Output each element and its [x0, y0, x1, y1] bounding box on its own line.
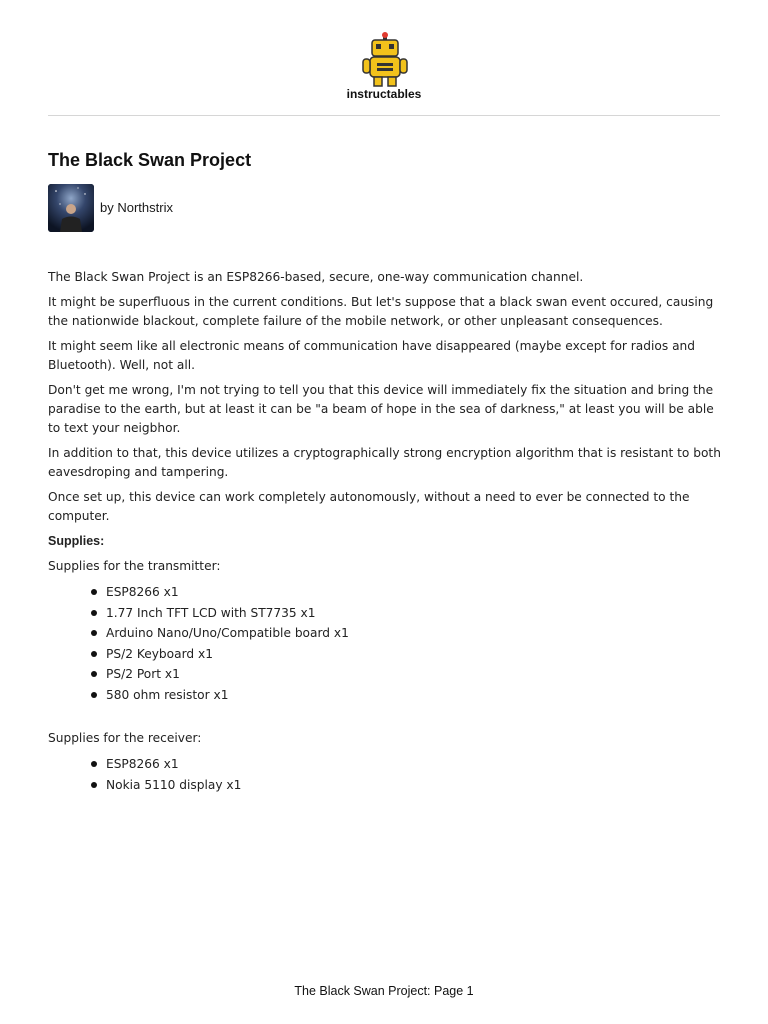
list-item: 580 ohm resistor x1 [106, 685, 728, 706]
list-item: Arduino Nano/Uno/Compatible board x1 [106, 623, 728, 644]
paragraph: It might seem like all electronic means of communication have disappeared (maybe except for radios and Bluetooth). Well, not all. [48, 339, 696, 372]
header-divider [48, 115, 720, 116]
transmitter-supplies-label: Supplies for the transmitter: [48, 559, 221, 573]
list-item: Nokia 5110 display x1 [106, 775, 728, 796]
author-avatar-image [48, 184, 94, 232]
paragraph: The Black Swan Project is an ESP8266-based, secure, one-way communication channel. [48, 270, 584, 284]
list-item: 1.77 Inch TFT LCD with ST7735 x1 [106, 603, 728, 624]
list-item: ESP8266 x1 [106, 582, 728, 603]
author-avatar[interactable] [48, 184, 94, 232]
paragraph: Once set up, this device can work completely autonomously, without a need to ever be connected to the computer. [48, 490, 690, 523]
page-header [0, 0, 768, 116]
instructables-robot-icon [362, 32, 408, 88]
paragraph: Don't get me wrong, I'm not trying to tell you that this device will immediately fix the situation and bring the paradise to the earth, but at least it can be "a beam of hope in the sea of darkness," at least you will be able to text your neigbhor. [48, 383, 714, 435]
supplies-heading: Supplies: [48, 534, 105, 548]
transmitter-supplies-list [48, 582, 728, 705]
article-body [48, 268, 728, 819]
brand-name[interactable]: instructables [346, 87, 422, 101]
receiver-supplies-label: Supplies for the receiver: [48, 731, 202, 745]
article-title: The Black Swan Project [48, 150, 252, 170]
receiver-supplies-list [48, 754, 728, 795]
list-item: PS/2 Port x1 [106, 664, 728, 685]
list-item: ESP8266 x1 [106, 754, 728, 775]
author-byline[interactable]: by Northstrix [100, 200, 173, 215]
page-footer: The Black Swan Project: Page 1 [294, 984, 474, 998]
paragraph: In addition to that, this device utilizes a cryptographically strong encryption algorithm that is resistant to both eavesdroping and tampering. [48, 446, 721, 479]
paragraph: It might be superfluous in the current conditions. But let's suppose that a black swan event occured, causing the nationwide blackout, complete failure of the mobile network, or other unpleasant consequences. [48, 295, 714, 328]
list-item: PS/2 Keyboard x1 [106, 644, 728, 665]
